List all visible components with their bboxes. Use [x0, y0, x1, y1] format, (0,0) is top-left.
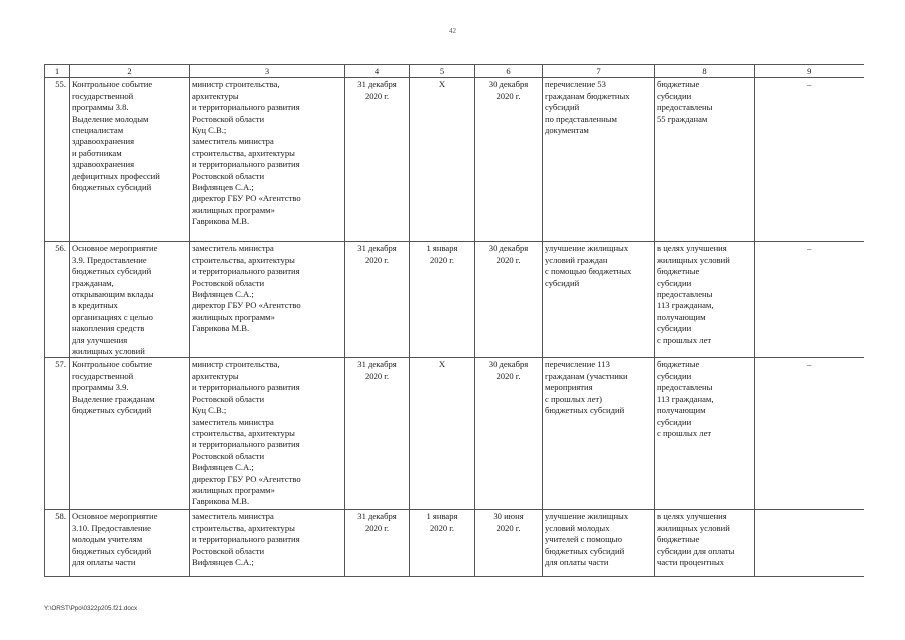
actual-result: бюджетные субсидии предоставлены 55 гражданам	[655, 78, 755, 242]
planned-result: улучшение жилищных условий граждан с помощью бюджетных субсидий	[543, 242, 655, 358]
table-row	[45, 510, 864, 577]
actual-result: в целях улучшения жилищных условий бюджетные субсидии для оплаты части процентных	[655, 510, 755, 577]
planned-completion-date: 31 декабря 2020 г.	[345, 78, 410, 242]
row-number: 58.	[45, 510, 70, 577]
planned-completion-date: 31 декабря 2020 г.	[345, 510, 410, 577]
actual-start-date: 1 января 2020 г.	[410, 242, 475, 358]
actual-result: в целях улучшения жилищных условий бюджетные субсидии предоставлены 113 гражданам, получающим субсидии с прошлых лет	[655, 242, 755, 358]
planned-result: улучшение жилищных условий молодых учителей с помощью бюджетных субсидий для оплаты части	[543, 510, 655, 577]
file-path-footer: Y:\ORST\Ppo\0322p205.f21.docx	[44, 605, 138, 612]
actual-completion-date: 30 декабря 2020 г.	[475, 358, 543, 510]
measures-table	[44, 64, 864, 577]
column-header: 2	[70, 65, 190, 78]
row-number: 57.	[45, 358, 70, 510]
column-header: 6	[475, 65, 543, 78]
column-number-row	[45, 65, 864, 78]
event-name: Контрольное событие государственной программы 3.9. Выделение гражданам бюджетных субсидий	[70, 358, 190, 510]
row-number: 56.	[45, 242, 70, 358]
table-row	[45, 242, 864, 358]
row-number: 55.	[45, 78, 70, 242]
column-header: 3	[190, 65, 345, 78]
event-name: Основное мероприятие 3.10. Предоставление молодым учителям бюджетных субсидий для оплаты части	[70, 510, 190, 577]
page-number: 42	[449, 27, 456, 35]
column-header: 9	[755, 65, 864, 78]
table-row	[45, 358, 864, 510]
responsible-executor: министр строительства, архитектуры и территориального развития Ростовской области Куц С.В.; заместитель министра строительства, архитектуры и территориального развития Ростовской области Вифлянцев С.А.; директор ГБУ РО «Агентство жилищных программ» Гаврикова М.В.	[190, 358, 345, 510]
planned-result: перечисление 53 гражданам бюджетных субсидий по представленным документам	[543, 78, 655, 242]
reasons-note: –	[755, 78, 864, 242]
column-header: 7	[543, 65, 655, 78]
event-name: Контрольное событие государственной программы 3.8. Выделение молодым специалистам здравоохранения и работникам здравоохранения дефицитных профессий бюджетных субсидий	[70, 78, 190, 242]
reasons-note	[755, 510, 864, 577]
column-header: 1	[45, 65, 70, 78]
responsible-executor: заместитель министра строительства, архитектуры и территориального развития Ростовской области Вифлянцев С.А.; директор ГБУ РО «Агентство жилищных программ» Гаврикова М.В.	[190, 242, 345, 358]
actual-completion-date: 30 декабря 2020 г.	[475, 242, 543, 358]
actual-start-date: 1 января 2020 г.	[410, 510, 475, 577]
actual-result: бюджетные субсидии предоставлены 113 гражданам, получающим субсидии с прошлых лет	[655, 358, 755, 510]
planned-result: перечисление 113 гражданам (участники мероприятия с прошлых лет) бюджетных субсидий	[543, 358, 655, 510]
planned-completion-date: 31 декабря 2020 г.	[345, 242, 410, 358]
actual-start-date: X	[410, 78, 475, 242]
reasons-note: –	[755, 242, 864, 358]
table-row	[45, 78, 864, 242]
actual-completion-date: 30 июня 2020 г.	[475, 510, 543, 577]
column-header: 5	[410, 65, 475, 78]
column-header: 4	[345, 65, 410, 78]
responsible-executor: министр строительства, архитектуры и территориального развития Ростовской области Куц С.В.; заместитель министра строительства, архитектуры и территориального развития Ростовской области Вифлянцев С.А.; директор ГБУ РО «Агентство жилищных программ» Гаврикова М.В.	[190, 78, 345, 242]
column-header: 8	[655, 65, 755, 78]
actual-completion-date: 30 декабря 2020 г.	[475, 78, 543, 242]
reasons-note: –	[755, 358, 864, 510]
responsible-executor: заместитель министра строительства, архитектуры и территориального развития Ростовской области Вифлянцев С.А.;	[190, 510, 345, 577]
event-name: Основное мероприятие 3.9. Предоставление бюджетных субсидий гражданам, открывающим вклады в кредитных организациях с целью накопления средств для улучшения жилищных условий	[70, 242, 190, 358]
planned-completion-date: 31 декабря 2020 г.	[345, 358, 410, 510]
actual-start-date: X	[410, 358, 475, 510]
